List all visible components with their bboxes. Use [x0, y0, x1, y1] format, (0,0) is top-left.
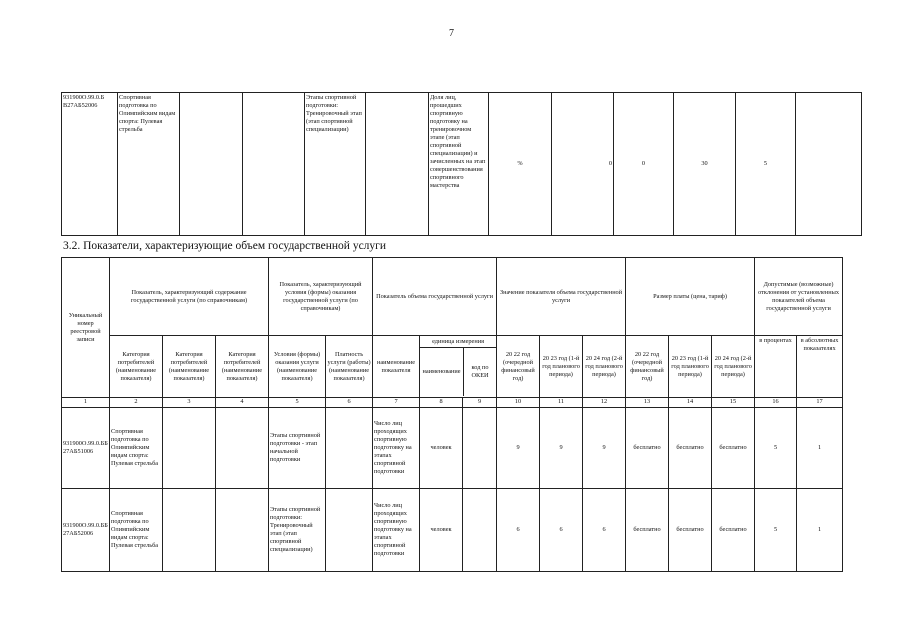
content-cell: Спортивная подготовка по Олимпийским видам спорта: Пулевая стрельба — [110, 489, 163, 572]
column-number: 17 — [797, 398, 843, 408]
paid-header: Платность услуги (работы) (наименование показателя) — [326, 336, 373, 398]
fee-2023-cell: бесплатно — [669, 489, 712, 572]
empty-cell — [366, 93, 429, 236]
indicator-cell: Доля лиц, прошедших спортивную подготовку на тренировочном этапе (этап спортивной специализации) и зачисленных на этап совершенствования спортивного мастерства — [429, 93, 489, 236]
value-2022-cell: 6 — [497, 489, 540, 572]
unit-group-header — [420, 336, 497, 398]
empty-cell — [326, 489, 373, 572]
category-1-header: Категория потребителей (наименование показателя) — [110, 336, 163, 398]
okei-cell — [463, 408, 497, 489]
conditions-forms-header: Условия (формы) оказания услуги (наименование показателя) — [269, 336, 326, 398]
deviation-absolute-cell: 1 — [797, 489, 843, 572]
fee-2022-cell: бесплатно — [626, 489, 669, 572]
fee-2022-cell: бесплатно — [626, 408, 669, 489]
unit-cell: % — [489, 93, 552, 236]
empty-cell — [180, 93, 243, 236]
deviation-group-header: Допустимые (возможные) отклонения от установленных показателей объема государственной услуги — [755, 258, 843, 336]
column-number: 2 — [110, 398, 163, 408]
okei-cell — [463, 489, 497, 572]
registry-cell: 931900О.99.0.ББ27АБ51006 — [62, 408, 110, 489]
empty-cell — [163, 408, 216, 489]
fee-2024-header: 20 24 год (2-й год планового периода) — [712, 336, 755, 398]
column-number: 7 — [373, 398, 420, 408]
column-number: 3 — [163, 398, 216, 408]
fee-2024-cell: бесплатно — [712, 408, 755, 489]
empty-cell — [796, 93, 862, 236]
deviation-percent-cell: 5 — [755, 489, 797, 572]
unit-cell: человек — [420, 408, 463, 489]
column-number: 9 — [463, 398, 497, 408]
column-number: 10 — [497, 398, 540, 408]
volume-group-header: Показатель объема государственной услуги — [373, 258, 497, 336]
value-2022-cell: 9 — [497, 408, 540, 489]
value-2024-cell: 6 — [583, 489, 626, 572]
volume-indicators-table — [61, 257, 843, 572]
table-row — [62, 408, 843, 489]
value-group-header: Значение показателя объема государственной услуги — [497, 258, 626, 336]
value-2023-cell: 9 — [540, 408, 583, 489]
unit-group-label: единица измерения — [420, 337, 496, 348]
value-2024-header: 20 24 год (2-й год планового периода) — [583, 336, 626, 398]
conditions-group-header: Показатель, характеризующий условия (формы) оказания государственной услуги (по справочникам) — [269, 258, 373, 336]
okei-header: код по ОКЕИ — [471, 364, 489, 379]
value-2024-cell: 9 — [583, 408, 626, 489]
table-row — [62, 489, 843, 572]
column-number: 4 — [216, 398, 269, 408]
deviation-absolute-cell: 1 — [797, 408, 843, 489]
deviation-absolute-header: в абсолютных показателях — [797, 336, 843, 398]
value-2024-cell: 30 — [674, 93, 736, 236]
column-number: 1 — [62, 398, 110, 408]
content-cell: Спортивная подготовка по Олимпийским видам спорта: Пулевая стрельба — [110, 408, 163, 489]
unit-cell: человек — [420, 489, 463, 572]
registry-cell: 931900О.99.0.ББ27АБ52006 — [62, 489, 110, 572]
quality-indicators-table-continued — [61, 92, 862, 236]
column-number: 11 — [540, 398, 583, 408]
column-number: 8 — [420, 398, 463, 408]
content-group-header: Показатель, характеризующий содержание государственной услуги (по справочникам) — [110, 258, 269, 336]
fee-2024-cell: бесплатно — [712, 489, 755, 572]
category-3-header: Категория потребителей (наименование показателя) — [216, 336, 269, 398]
column-number: 16 — [755, 398, 797, 408]
indicator-name-header: наименование показателя — [373, 336, 420, 398]
value-2022-header: 20 22 год (очередной финансовый год) — [497, 336, 540, 398]
registry-cell: 931900О.99.0.Б В27АБ52006 — [62, 93, 118, 236]
fee-2023-header: 20 23 год (1-й год планового периода) — [669, 336, 712, 398]
section-heading: 3.2. Показатели, характеризующие объем государственной услуги — [63, 240, 387, 252]
column-number: 13 — [626, 398, 669, 408]
empty-cell — [163, 489, 216, 572]
deviation-percent-cell: 5 — [755, 408, 797, 489]
indicator-cell: Число лиц проходящих спортивную подготовку на этапах спортивной подготовки — [373, 408, 420, 489]
indicator-cell: Число лиц проходящих спортивную подготовку на этапах спортивной подготовки — [373, 489, 420, 572]
deviation-cell: 5 — [736, 93, 796, 236]
empty-cell — [243, 93, 305, 236]
unit-name-header: наименование — [420, 348, 464, 396]
value-2023-cell: 6 — [540, 489, 583, 572]
value-2023-header: 20 23 год (1-й год планового периода) — [540, 336, 583, 398]
fee-2023-cell: бесплатно — [669, 408, 712, 489]
empty-cell — [326, 408, 373, 489]
column-numbers-row — [62, 398, 843, 408]
deviation-percent-header: в процентах — [755, 336, 797, 398]
conditions-cell: Этапы спортивной подготовки: Тренировочный этап (этап спортивной специализации) — [269, 489, 326, 572]
fee-2022-header: 20 22 год (очередной финансовый год) — [626, 336, 669, 398]
column-number: 6 — [326, 398, 373, 408]
category-2-header: Категория потребителей (наименование показателя) — [163, 336, 216, 398]
fee-group-header: Размер платы (цена, тариф) — [626, 258, 755, 336]
empty-cell — [216, 489, 269, 572]
value-2022-cell: 0 — [552, 93, 614, 236]
registry-header: Уникальный номер реестровой записи — [62, 258, 110, 398]
column-number: 5 — [269, 398, 326, 408]
value-2023-cell: 0 — [614, 93, 674, 236]
empty-cell — [216, 408, 269, 489]
column-number: 14 — [669, 398, 712, 408]
service-content-cell: Спортивная подготовка по Олимпийским видам спорта: Пулевая стрельба — [118, 93, 180, 236]
conditions-cell: Этапы спортивной подготовки - этап начальной подготовки — [269, 408, 326, 489]
column-number: 15 — [712, 398, 755, 408]
page-number: 7 — [449, 28, 454, 39]
column-number: 12 — [583, 398, 626, 408]
conditions-cell: Этапы спортивной подготовки: Тренировочный этап (этап спортивной специализации) — [305, 93, 366, 236]
